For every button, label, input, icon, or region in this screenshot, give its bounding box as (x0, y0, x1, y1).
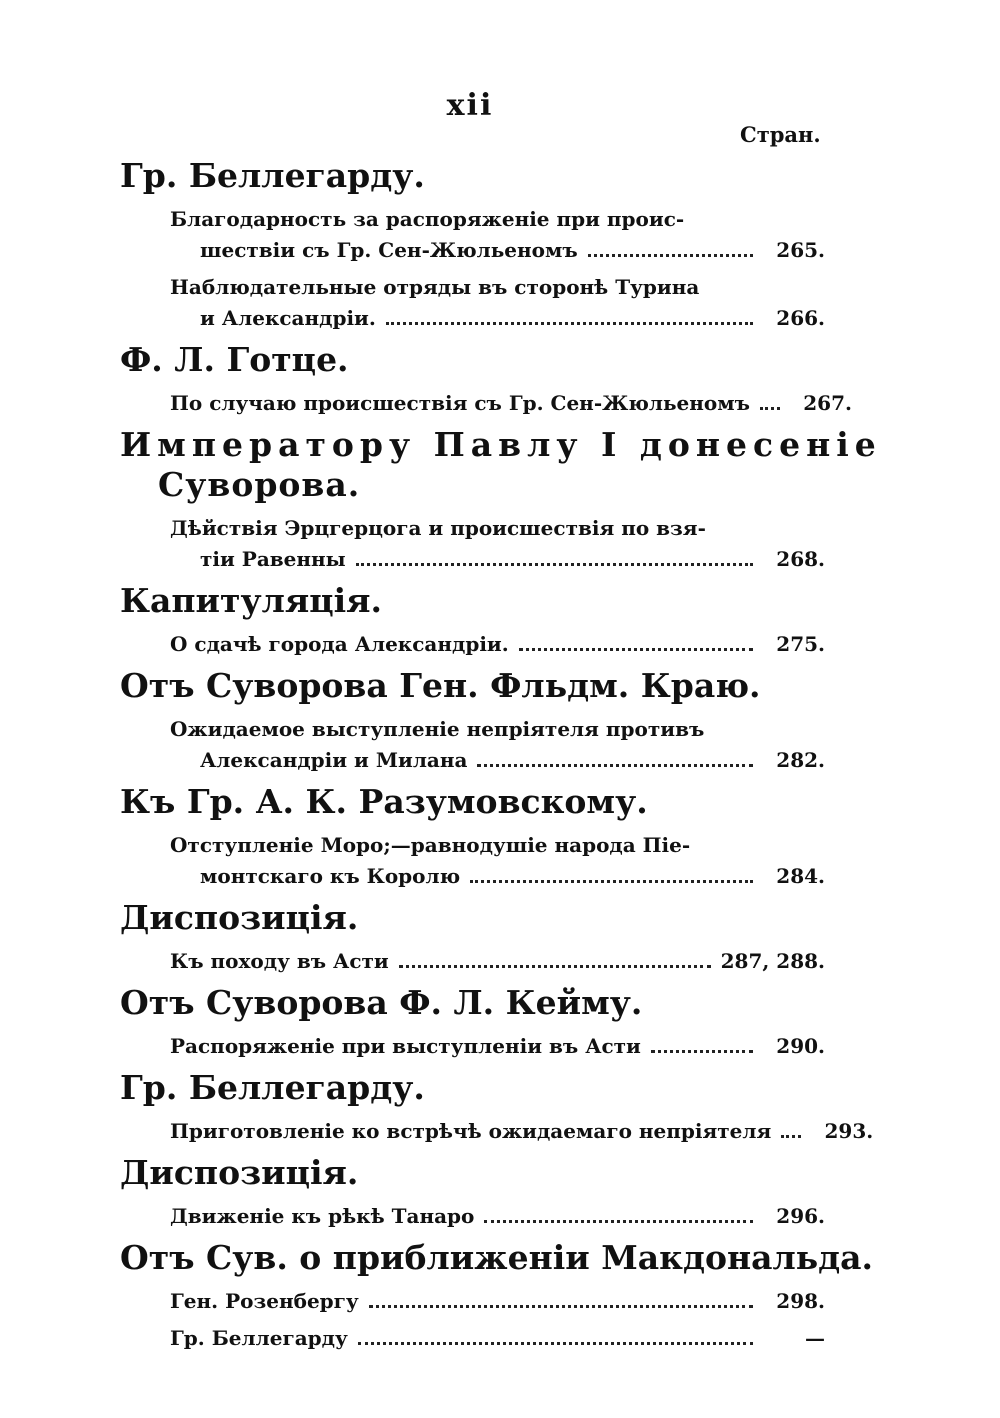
page-number: 266. (776, 306, 825, 330)
section-heading (120, 983, 825, 1023)
toc-entry-text: монтскаго къ Королю (200, 864, 461, 888)
toc-entry-text: Приготовленіе ко встрѣчѣ ожидаемаго непріятеля (170, 1119, 772, 1143)
dot-leader (781, 1116, 801, 1138)
toc-entry-text: Распоряженіе при выступленіи въ Асти (170, 1034, 641, 1058)
section-heading-text: Диспозиція. (120, 898, 359, 937)
toc-entry (170, 513, 825, 575)
section-heading-continuation: Суворова. (158, 465, 361, 504)
section-heading (120, 1238, 874, 1278)
toc-entry-line (170, 629, 825, 660)
section-heading (120, 666, 825, 706)
toc-entry-line (170, 745, 825, 776)
toc-entry-text: и Александріи. (200, 306, 376, 330)
toc-entry-text: Дѣйствія Эрцгерцога и происшествія по взя- (170, 516, 706, 540)
toc-entry (170, 204, 825, 266)
section-heading-text: Гр. Беллегарду. (120, 1068, 425, 1107)
page-number: — (805, 1326, 825, 1350)
page-number: 282. (776, 748, 825, 772)
section-heading-text: Къ Гр. А. К. Разумовскому. (120, 782, 648, 821)
toc-entry-text: Движеніе къ рѣкѣ Танаро (170, 1204, 475, 1228)
toc-entry (170, 1031, 825, 1062)
toc-entry-line (170, 1323, 825, 1354)
toc-entry (170, 714, 825, 776)
toc-entry-text: Благодарность за распоряженіе при проис- (170, 207, 685, 231)
table-of-contents (120, 150, 882, 1360)
toc-entry (170, 1116, 874, 1147)
dot-leader (519, 629, 753, 651)
section-heading-text: Отъ Сув. о приближеніи Макдональда. (120, 1238, 874, 1277)
section-heading (120, 1153, 825, 1193)
toc-entry-line (170, 1116, 874, 1147)
toc-entry-line (170, 861, 825, 892)
page-number: 298. (776, 1289, 825, 1313)
toc-entry-text: Александріи и Милана (200, 748, 468, 772)
toc-entry (170, 1286, 825, 1317)
section-heading (120, 782, 825, 822)
toc-entry-text: Ожидаемое выступленіе непріятеля противъ (170, 717, 705, 741)
toc-entry-line (170, 1286, 825, 1317)
toc-entry-line (170, 714, 825, 745)
page-number: 296. (776, 1204, 825, 1228)
toc-entry (170, 1323, 825, 1354)
toc-entry-line (170, 204, 825, 235)
page-folio: xii (446, 88, 494, 123)
toc-entry-line (170, 1031, 825, 1062)
section-heading (120, 340, 825, 380)
toc-entry-line (170, 235, 825, 266)
toc-entry-text: тіи Равенны (200, 547, 346, 571)
toc-entry-line (170, 388, 852, 419)
dot-leader (760, 388, 780, 410)
toc-entry-line (170, 946, 825, 977)
section-heading (120, 581, 825, 621)
section-heading (120, 1068, 825, 1108)
page-number: 287, 288. (720, 949, 825, 973)
dot-leader (399, 946, 711, 968)
toc-entry-line (170, 513, 825, 544)
toc-entry (170, 946, 825, 977)
section-heading (120, 898, 825, 938)
dot-leader (484, 1201, 753, 1223)
page-number: 268. (776, 547, 825, 571)
dot-leader (386, 303, 753, 325)
section-heading-text: Ф. Л. Готце. (120, 340, 349, 379)
section-heading-text: Диспозиція. (120, 1153, 359, 1192)
section-heading-text: Капитуляція. (120, 581, 383, 620)
dot-leader (470, 861, 753, 883)
toc-entry-line (170, 1201, 825, 1232)
dot-leader (651, 1031, 753, 1053)
page-number: 275. (776, 632, 825, 656)
page-number: 293. (824, 1119, 874, 1143)
toc-entry (170, 1201, 825, 1232)
toc-entry (170, 830, 825, 892)
section-heading-text: Отъ Суворова Ф. Л. Кейму. (120, 983, 643, 1022)
section-heading-text: Императору Павлу I донесеніе (120, 425, 882, 464)
dot-leader (477, 745, 753, 767)
toc-entry-line (170, 303, 825, 334)
dot-leader (356, 544, 753, 566)
toc-entry-text: О сдачѣ города Александріи. (170, 632, 509, 656)
toc-entry-text: По случаю происшествія съ Гр. Сен-Жюльеномъ (170, 391, 750, 415)
toc-entry-text: Отступленіе Моро;—равнодушіе народа Піе- (170, 833, 691, 857)
toc-entry-text: шествіи съ Гр. Сен-Жюльеномъ (200, 238, 578, 262)
toc-entry-line (170, 272, 825, 303)
toc-entry (170, 388, 852, 419)
page-number: 290. (776, 1034, 825, 1058)
toc-entry-text: Къ походу въ Асти (170, 949, 389, 973)
section-heading-text: Гр. Беллегарду. (120, 156, 425, 195)
toc-entry (170, 272, 825, 334)
toc-entry-line (170, 544, 825, 575)
dot-leader (369, 1286, 753, 1308)
section-heading (120, 425, 882, 505)
toc-entry-text: Ген. Розенбергу (170, 1289, 359, 1313)
page-number: 265. (776, 238, 825, 262)
section-heading (120, 156, 825, 196)
toc-entry-text: Гр. Беллегарду (170, 1326, 348, 1350)
toc-entry-text: Наблюдательные отряды въ сторонѣ Турина (170, 275, 700, 299)
toc-entry-line (170, 830, 825, 861)
section-heading-text: Отъ Суворова Ген. Фльдм. Краю. (120, 666, 761, 705)
page-number: 284. (776, 864, 825, 888)
page-column-header: Стран. (740, 122, 821, 147)
page-number: 267. (803, 391, 852, 415)
toc-entry (170, 629, 825, 660)
dot-leader (358, 1323, 753, 1345)
dot-leader (588, 235, 753, 257)
